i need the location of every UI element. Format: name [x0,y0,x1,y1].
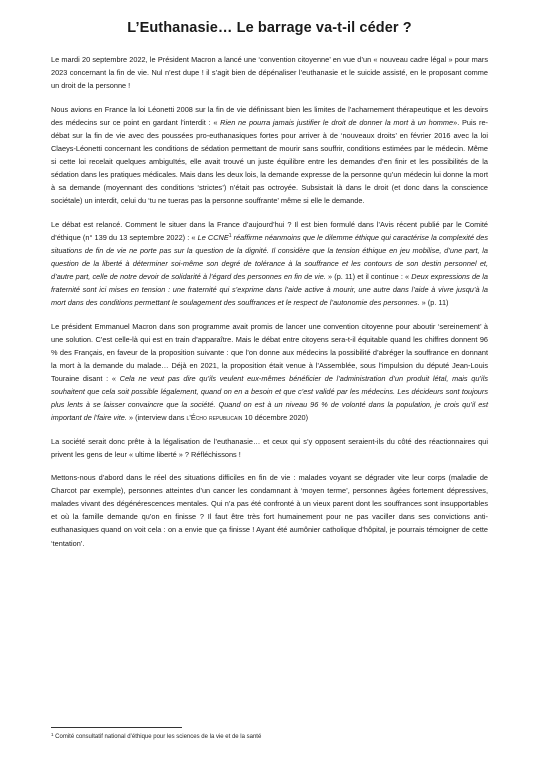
paragraph-society-text: La société serait donc prête à la légalisation de l’euthanasie… et ceux qui s’y opposent seraient-ils du côté des réactionnaires qui privent les gens de leur « ultime liberté » ? Réfléchissons ! [51,436,488,459]
ccne-quote-fraternity: Deux expressions de la fraternité sont ici mises en tension : une fraternité qui s’exprime dans l’aide active à mourir, une autre dans l’aide à vivre jusqu’à la mort dans des conditions permettant le soulagement des souffrances et le respect de l’autonomie des personnes. [51,271,488,307]
page-title: L’Euthanasie… Le barrage va-t-il céder ? [127,20,412,36]
paragraph-macron-convention [51,320,488,424]
paragraph-society-ready [51,435,488,461]
paragraph-leonetti-law [51,103,488,207]
paragraph-real-situations-text: Mettons-nous d’abord dans le réel des situations difficiles en fin de vie : malades voyant se dégrader vite leur corps (maladie de Charcot par exemple), personnes atteintes d’un cancer les condamnant à ‘moyen terme’, personnes âgées fortement dépressives, malades vivant des dégénérescences mentales. Qui n’a pas été confronté à un vieux parent dont les souffrances sont insupportables et où la famille demande qu’on en finisse ? Il faut être très fort humainement pour ne pas vaciller dans ses convictions anti-euthanasiques quand on voit cela : on a envie que ça finisse ! Ayant été aumônier catholique d’hôpital, je pourrais témoigner de cette ‘tentation’. [51,473,488,548]
footnote-divider [51,727,182,728]
paragraph-macron-text-b: » (interview dans [126,412,187,422]
footnote-text: Comité consultatif national d’éthique pour les sciences de la vie et de la santé [53,734,262,740]
source-publication: l’Écho republicain [186,412,243,422]
paragraph-leonetti-text-b: ». Puis re- débat sur la fin de vie avec des poussées pro-euthanasiques fortes pour arriver à de ‘nouveaux droits’ en février 2016 avec la loi Claeys-Léonetti concernant les conditions de sédation permettant de mourir sans souffrir, conditions estimées par le médecin. Même si cette loi recelait quelques ambiguïtés, elle avait trouvé un juste équilibre entre les demandes d’en finir et les possibilités de la sédation dans les pratiques médicales. Mais dans les deux lois, la demande expresse de la personne qu’un médecin lui donne la mort à sa demande (moyennant des conditions ‘strictes’) n’était pas octroyée. Subsistait là dans le droit (et donc dans la conscience sociétale) un interdit, celui du ‘tu ne tueras pas la personne souffrante’ même si elle le demande. [51,117,488,206]
paragraph-ethics-text-c: » (p. 11) [419,297,449,307]
paragraph-ethics-text-a: Le débat est relancé. Comment le situer dans la France d’aujourd’hui ? Il est bien formulé dans l’Avis récent publié par le Comité d’éthique (n° 139 du 13 septembre 2022) : « [51,219,488,242]
paragraph-macron-text-c: 10 décembre 2020) [242,412,309,422]
paragraph-ethics-text-b: » (p. 11) et il continue : « [328,271,410,281]
ccne-quote-part1: Le CCNE [195,232,229,242]
article-body [51,53,488,550]
footnote [51,733,261,741]
footnote-number: 1 [51,732,54,737]
ccne-quote-part2: réaffirme néanmoins que le dilemme éthique qui caractérise la complexité des situations de fin de vie ne porte pas sur la question de la dignité. Il considère que la tension éthique en jeu mobilise, d’une part, la question de la liberté à déterminer soi-même son degré de tolérance à la souffrance et les contours de son destin personnel et, d’autre part, celle de notre devoir de solidarité à l’égard des personnes en fin de vie. [51,232,489,281]
paragraph-intro [51,53,488,92]
leonetti-quote: Rien ne pourra jamais justifier le droit de donner la mort à un homme [217,117,454,127]
paragraph-ethics-committee [51,218,488,309]
paragraph-real-situations [51,471,488,549]
touraine-quote: Cela ne veut pas dire qu’ils veulent eux-mêmes bénéficier de l’administration d’un produit létal, mais qu’ils souhaitent que cela soit possible légalement, quand on en a besoin et que c’est validé par les médecins. Les décideurs sont toujours plus lents à se laisser convaincre que la société. Quand on est à un niveau 96 % de volonté dans la population, je crois qu’il est important de l’faire vite. [51,373,488,422]
paragraph-intro-text: Le mardi 20 septembre 2022, le Président Macron a lancé une ‘convention citoyenne’ en vue d’un « nouveau cadre légal » pour mars 2023 concernant la fin de vie. Nul n’est dupe ! il s’agit bien de dépénaliser l’euthanasie et le suicide assisté, en le proposant comme un droit de la personne ! [51,55,488,91]
footnote-reference[interactable]: 1 [228,232,232,239]
paragraph-macron-text-a: Le président Emmanuel Macron dans son programme avait promis de lancer une convention citoyenne pour aboutir ‘sereinement’ à une solution. C’est celle-là qui est en train d’apparaître. Mais le débat entre citoyens sera-t-il équitable quand les chiffres donnent 96 % des Français, en faveur de la proposition suivante : que l’on donne aux médecins la possibilité d’abréger la souffrance en donnant la mort à la demande du malade… Déjà en 2021, la proposition était venue à l’Assemblée, sous l’impulsion du député Jean-Louis Touraine disant : « [51,321,488,383]
paragraph-leonetti-text-a: Nous avions en France la loi Léonetti 2008 sur la fin de vie définissant bien les limites de l’acharnement thérapeutique et les devoirs des médecins sur ce point en gardant l’interdit : « [51,104,488,127]
